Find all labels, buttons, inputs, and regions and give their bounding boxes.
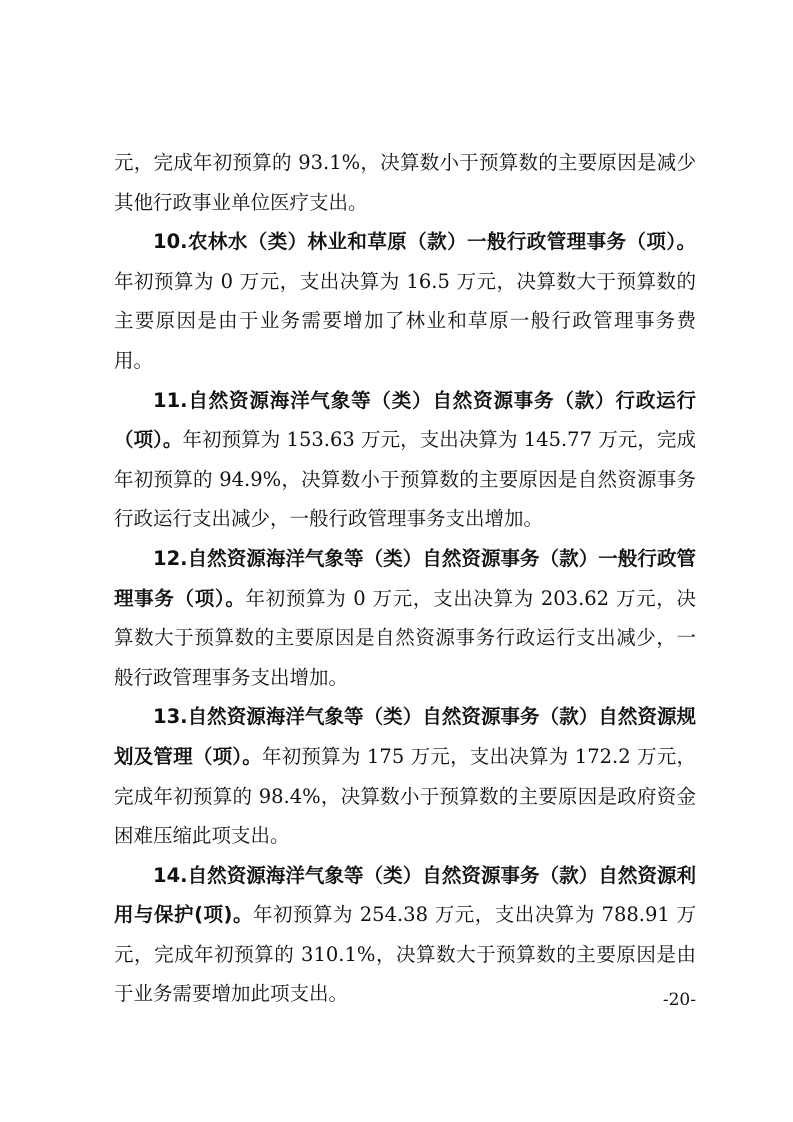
paragraph-body: 年初预算为 175 万元，支出决算为 172.2 万元，完成年初预算的 98.4%，决算数小于预算数的主要原因是政府资金困难压缩此项支出。 xyxy=(114,744,696,848)
paragraph-item-11 xyxy=(114,381,696,539)
paragraph-heading: 10.农林水（类）林业和草原（款）一般行政管理事务（项）。 xyxy=(153,230,696,254)
page-number: -20- xyxy=(662,990,696,1010)
paragraph-item-14 xyxy=(114,856,696,1014)
body-text xyxy=(114,143,696,1014)
paragraph-body: 年初预算为 0 万元，支出决算为 16.5 万元，决算数大于预算数的主要原因是由于业务需要增加了林业和草原一般行政管理事务费用。 xyxy=(114,269,696,372)
paragraph-item-10 xyxy=(114,222,696,380)
paragraph-body: 年初预算为 153.63 万元，支出决算为 145.77 万元，完成年初预算的 94.9%，决算数小于预算数的主要原因是自然资源事务行政运行支出减少，一般行政管理事务支出增加。 xyxy=(114,428,696,531)
paragraph-body: 年初预算为 0 万元，支出决算为 203.62 万元，决算数大于预算数的主要原因是自然资源事务行政运行支出减少，一般行政管理事务支出增加。 xyxy=(114,586,696,689)
paragraph-heading: 13.自然资源海洋气象等（类）自然资源事务（款）自然资源规划及管理（项）。 xyxy=(114,705,696,768)
paragraph-continuation xyxy=(114,143,696,222)
paragraph-item-12 xyxy=(114,539,696,697)
paragraph-heading: 14.自然资源海洋气象等（类）自然资源事务（款）自然资源利用与保护(项)。 xyxy=(114,863,696,927)
paragraph-item-13 xyxy=(114,697,696,855)
paragraph-body: 年初预算为 254.38 万元，支出决算为 788.91 万元，完成年初预算的 310.1%，决算数大于预算数的主要原因是由于业务需要增加此项支出。 xyxy=(114,903,697,1006)
paragraph-heading: 11.自然资源海洋气象等（类）自然资源事务（款）行政运行（项）。 xyxy=(114,388,696,452)
paragraph-heading: 12.自然资源海洋气象等（类）自然资源事务（款）一般行政管理事务（项）。 xyxy=(114,546,696,610)
paragraph-body: 元，完成年初预算的 93.1%，决算数小于预算数的主要原因是减少其他行政事业单位医疗支出。 xyxy=(114,151,696,214)
